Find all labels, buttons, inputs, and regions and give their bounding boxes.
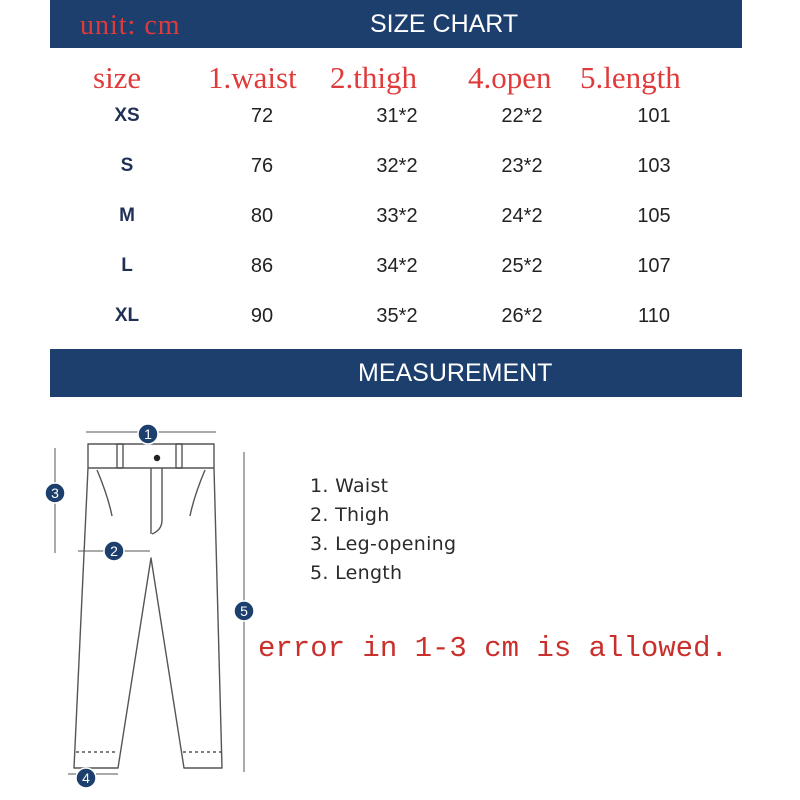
length-cell: 107	[637, 255, 671, 277]
size-cell: XS	[114, 105, 140, 126]
open-cell: 26*2	[501, 305, 543, 327]
length-cell: 110	[638, 305, 670, 327]
button-icon	[154, 455, 160, 461]
pants-diagram-icon	[0, 408, 280, 800]
belt-loop	[176, 444, 182, 468]
waist-cell: 86	[250, 255, 274, 277]
marker-4-label: 4	[82, 770, 90, 786]
open-cell: 22*2	[501, 105, 543, 127]
table-row	[0, 305, 800, 329]
measurement-banner	[50, 349, 742, 397]
legend-item-thigh: 2. Thigh	[310, 504, 390, 526]
pants-outline	[74, 468, 222, 768]
table-row	[0, 255, 800, 279]
size-cell: L	[121, 255, 133, 276]
tolerance-note: error in 1-3 cm is allowed.	[258, 632, 728, 665]
legend-item-waist: 1. Waist	[310, 475, 389, 497]
column-header-waist: 1.waist	[208, 60, 297, 95]
waist-cell: 72	[250, 105, 274, 127]
open-cell: 24*2	[501, 205, 543, 227]
size-chart-banner	[50, 0, 742, 48]
column-header-thigh: 2.thigh	[330, 60, 417, 95]
thigh-cell: 32*2	[376, 155, 418, 177]
length-cell: 103	[637, 155, 671, 177]
marker-3	[45, 483, 65, 503]
legend-item-leg-opening: 3. Leg-opening	[310, 533, 457, 555]
length-cell: 105	[637, 205, 671, 227]
marker-1-label: 1	[144, 426, 152, 442]
marker-5	[234, 601, 254, 621]
waist-cell: 90	[250, 305, 274, 327]
measurement-title: MEASUREMENT	[358, 359, 553, 387]
marker-3-label: 3	[51, 485, 59, 501]
marker-2-label: 2	[110, 543, 118, 559]
marker-2	[104, 541, 124, 561]
column-header-open: 4.open	[468, 60, 552, 95]
left-pocket	[97, 470, 112, 516]
right-pocket	[190, 470, 205, 516]
size-cell: M	[119, 205, 135, 226]
waist-cell: 76	[250, 155, 274, 177]
marker-1	[138, 424, 158, 444]
table-row	[0, 205, 800, 229]
belt-loop	[117, 444, 123, 468]
marker-4	[76, 768, 96, 788]
size-cell: S	[120, 155, 134, 176]
waistband	[88, 444, 214, 468]
table-row	[0, 155, 800, 179]
open-cell: 25*2	[501, 255, 543, 277]
thigh-cell: 31*2	[376, 105, 418, 127]
marker-5-label: 5	[240, 603, 248, 619]
size-chart-title: SIZE CHART	[370, 10, 519, 38]
measurement-legend	[310, 472, 456, 588]
open-cell: 23*2	[501, 155, 543, 177]
fly-stitch	[152, 468, 162, 534]
thigh-cell: 33*2	[376, 205, 418, 227]
column-header-size: size	[93, 60, 142, 95]
column-header-length: 5.length	[580, 60, 681, 95]
thigh-cell: 34*2	[376, 255, 418, 277]
size-cell: XL	[114, 305, 140, 326]
table-row	[0, 105, 800, 129]
waist-cell: 80	[250, 205, 274, 227]
unit-label: unit: cm	[80, 10, 181, 41]
legend-item-length: 5. Length	[310, 562, 403, 584]
thigh-cell: 35*2	[376, 305, 418, 327]
length-cell: 101	[637, 105, 671, 127]
